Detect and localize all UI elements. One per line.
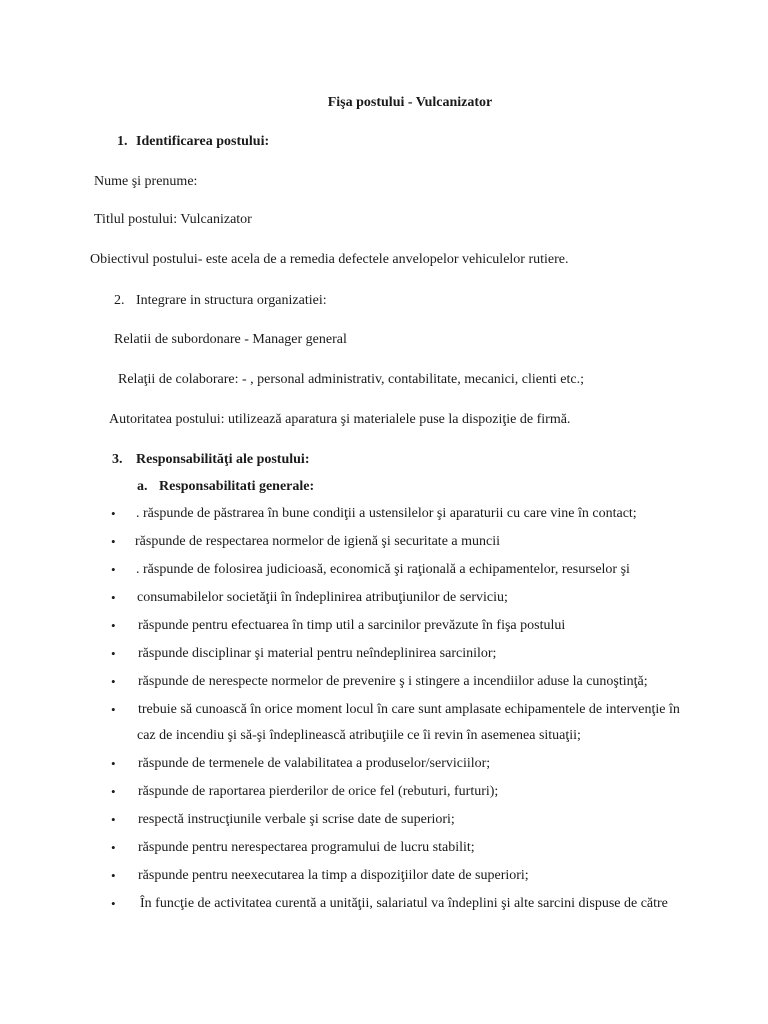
- list-item: răspunde disciplinar şi material pentru neîndeplinirea sarcinilor;: [138, 646, 497, 661]
- section-2-number: 2.: [114, 293, 125, 308]
- list-item-continuation: caz de incendiu şi să-şi îndeplinească atribuţiile ce îi revin în asemenea situaţii;: [137, 728, 581, 743]
- section-3-heading: Responsabilităţi ale postului:: [136, 452, 310, 467]
- list-item: . răspunde de păstrarea în bune condiţii a ustensilelor şi aparaturii cu care vine în contact;: [136, 506, 637, 521]
- list-item: răspunde pentru efectuarea în timp util a sarcinilor prevăzute în fişa postului: [138, 618, 566, 633]
- list-item: răspunde pentru nerespectarea programului de lucru stabilit;: [138, 840, 475, 855]
- nume-prenume-field: Nume şi prenume:: [94, 174, 198, 189]
- bullet-icon: •: [111, 812, 116, 827]
- bullet-icon: •: [111, 868, 116, 883]
- titlul-postului: Titlul postului: Vulcanizator: [94, 212, 252, 227]
- list-item: răspunde de termenele de valabilitatea a produselor/serviciilor;: [138, 756, 491, 771]
- section-1-heading: Identificarea postului:: [136, 134, 270, 149]
- relatii-subordonare: Relatii de subordonare - Manager general: [114, 332, 347, 347]
- list-item: . răspunde de folosirea judicioasă, economică şi raţională a echipamentelor, resurselor şi: [136, 562, 630, 577]
- document-title: Fişa postului - Vulcanizator: [327, 95, 493, 110]
- list-item: răspunde de respectarea normelor de igienă şi securitate a muncii: [135, 534, 501, 549]
- list-item: răspunde de nerespecte normelor de prevenire ş i stingere a incendiilor aduse la cunoştinţă;: [138, 674, 648, 689]
- section-1-number: 1.: [117, 134, 128, 149]
- autoritatea-postului: Autoritatea postului: utilizează aparatura şi materialele puse la dispoziţie de firmă.: [109, 412, 571, 427]
- section-2-heading: Integrare in structura organizatiei:: [136, 293, 327, 308]
- bullet-icon: •: [111, 534, 116, 549]
- bullet-icon: •: [111, 618, 116, 633]
- bullet-icon: •: [111, 646, 116, 661]
- bullet-icon: •: [111, 756, 116, 771]
- list-item: consumabilelor societăţii în îndeplinirea atribuţiunilor de serviciu;: [137, 590, 508, 605]
- bullet-icon: •: [111, 590, 116, 605]
- list-item: răspunde pentru neexecutarea la timp a dispoziţiilor date de superiori;: [138, 868, 529, 883]
- bullet-icon: •: [111, 840, 116, 855]
- bullet-icon: •: [111, 506, 116, 521]
- list-item: trebuie să cunoască în orice moment locul în care sunt amplasate echipamentele de intervenţie în: [138, 702, 680, 717]
- bullet-icon: •: [111, 784, 116, 799]
- bullet-icon: •: [111, 562, 116, 577]
- subsection-a-heading: Responsabilitati generale:: [159, 479, 315, 494]
- list-item: respectă instrucţiunile verbale şi scrise date de superiori;: [138, 812, 455, 827]
- list-item: În funcţie de activitatea curentă a unităţii, salariatul va îndeplini şi alte sarcini dispuse de către: [140, 896, 668, 911]
- relatii-colaborare: Relaţii de colaborare: - , personal administrativ, contabilitate, mecanici, clienti etc.;: [118, 372, 584, 387]
- obiectivul-postului: Obiectivul postului- este acela de a remedia defectele anvelopelor vehiculelor rutiere.: [90, 252, 569, 267]
- list-item: răspunde de raportarea pierderilor de orice fel (rebuturi, furturi);: [138, 784, 499, 799]
- bullet-icon: •: [111, 702, 116, 717]
- section-3-number: 3.: [112, 452, 123, 467]
- subsection-a-letter: a.: [137, 479, 148, 494]
- bullet-icon: •: [111, 896, 116, 911]
- bullet-icon: •: [111, 674, 116, 689]
